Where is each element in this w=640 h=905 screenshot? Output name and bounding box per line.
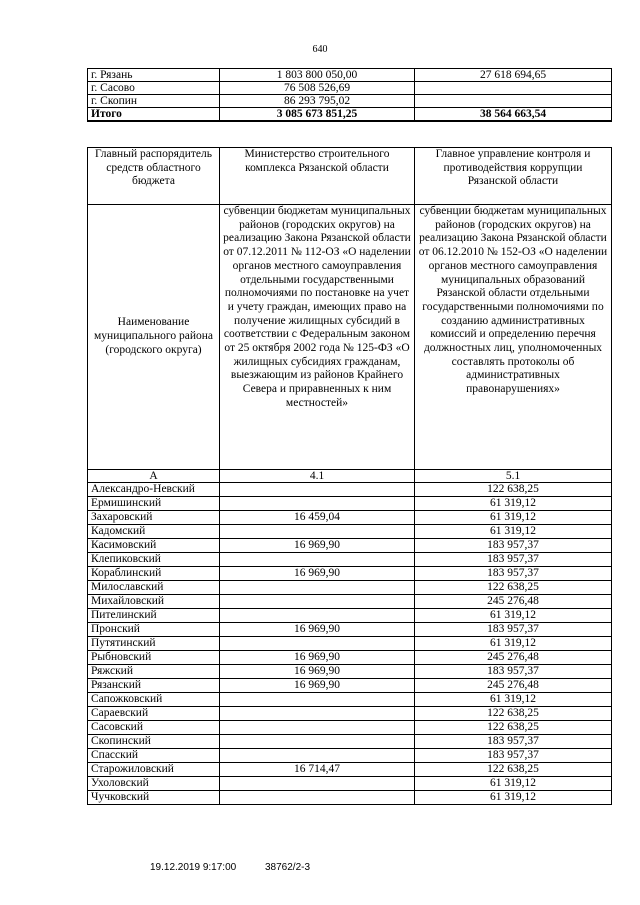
housing-subvention-value: 16 714,47 [220,763,415,777]
table-row [88,749,612,763]
housing-subvention-value [220,553,415,567]
index-cell: 4.1 [220,470,415,483]
table-row [88,707,612,721]
district-name: Скопинский [88,735,220,749]
table-row [88,483,612,497]
index-cell: А [88,470,220,483]
table-row [88,735,612,749]
header-budget-manager: Главный распорядитель средств областного бюджета [88,148,220,205]
header-housing-subvention: субвенции бюджетам муниципальных районов (городских округов) на реализацию Закона Рязанской области от 07.12.2011 № 112-ОЗ «О наделении органов местного самоуправления отдельными государственными полномочиями по постановке на учет и учету граждан, имеющих право на получение жилищных субсидий в соответствии с Федеральным законом от 25 октября 2002 года № 125-ФЗ «О жилищных субсидиях гражданам, выезжающим из районов Крайнего Севера и приравненных к ним местностей» [220,205,415,470]
header-control-department: Главное управление контроля и противодействия коррупции Рязанской области [415,148,612,205]
district-name: Рязанский [88,679,220,693]
district-name: Спасский [88,749,220,763]
amount-cell [415,82,612,95]
table-row [88,539,612,553]
district-name: Ермишинский [88,497,220,511]
amount-cell: 86 293 795,02 [220,95,415,108]
header-district-name: Наименование муниципального района (городского округа) [88,205,220,470]
table-row [88,511,612,525]
administrative-subvention-value: 61 319,12 [415,497,612,511]
district-name: Чучковский [88,791,220,805]
housing-subvention-value [220,707,415,721]
total-amount: 3 085 673 851,25 [220,108,415,122]
administrative-subvention-value: 245 276,48 [415,651,612,665]
administrative-subvention-value: 245 276,48 [415,595,612,609]
administrative-subvention-value: 61 319,12 [415,777,612,791]
table-row [88,721,612,735]
housing-subvention-value [220,637,415,651]
housing-subvention-value: 16 969,90 [220,623,415,637]
total-row [88,108,612,122]
administrative-subvention-value: 61 319,12 [415,511,612,525]
table-row [88,665,612,679]
table-row [88,763,612,777]
housing-subvention-value [220,483,415,497]
amount-cell: 1 803 800 050,00 [220,69,415,82]
administrative-subvention-value: 183 957,37 [415,553,612,567]
administrative-subvention-value: 122 638,25 [415,721,612,735]
housing-subvention-value [220,735,415,749]
subvention-table [87,147,612,805]
housing-subvention-value: 16 969,90 [220,665,415,679]
column-index-row [88,470,612,483]
administrative-subvention-value: 183 957,37 [415,749,612,763]
amount-cell: 76 508 526,69 [220,82,415,95]
administrative-subvention-value: 183 957,37 [415,665,612,679]
housing-subvention-value [220,749,415,763]
city-name: г. Сасово [88,82,220,95]
city-name: г. Рязань [88,69,220,82]
housing-subvention-value: 16 969,90 [220,539,415,553]
district-name: Старожиловский [88,763,220,777]
table-row [88,595,612,609]
district-name: Рыбновский [88,651,220,665]
summary-table [87,68,612,122]
district-name: Путятинский [88,637,220,651]
district-name: Ухоловский [88,777,220,791]
header-row-1 [88,148,612,205]
table-row [88,525,612,539]
district-name: Кораблинский [88,567,220,581]
housing-subvention-value: 16 969,90 [220,651,415,665]
district-name: Александро-Невский [88,483,220,497]
housing-subvention-value [220,609,415,623]
administrative-subvention-value: 61 319,12 [415,791,612,805]
table-row [88,693,612,707]
housing-subvention-value [220,525,415,539]
table-row [88,651,612,665]
table-row [88,95,612,108]
housing-subvention-value [220,721,415,735]
housing-subvention-value [220,777,415,791]
table-row [88,637,612,651]
district-name: Клепиковский [88,553,220,567]
footer-datetime: 19.12.2019 9:17:00 [150,862,237,873]
housing-subvention-value: 16 459,04 [220,511,415,525]
page-number: 640 [312,44,328,55]
amount-cell [415,95,612,108]
district-name: Милославский [88,581,220,595]
district-name: Сапожковский [88,693,220,707]
table-row [88,567,612,581]
total-amount: 38 564 663,54 [415,108,612,122]
header-ministry: Министерство строительного комплекса Рязанской области [220,148,415,205]
administrative-subvention-value: 61 319,12 [415,609,612,623]
district-name: Пителинский [88,609,220,623]
housing-subvention-value [220,791,415,805]
administrative-subvention-value: 122 638,25 [415,483,612,497]
footer [150,862,336,873]
administrative-subvention-value: 183 957,37 [415,735,612,749]
table-row [88,69,612,82]
table-row [88,791,612,805]
administrative-subvention-value: 183 957,37 [415,539,612,553]
district-name: Касимовский [88,539,220,553]
table-row [88,777,612,791]
administrative-subvention-value: 122 638,25 [415,581,612,595]
total-label: Итого [88,108,220,122]
table-row [88,497,612,511]
district-name: Захаровский [88,511,220,525]
administrative-subvention-value: 183 957,37 [415,623,612,637]
administrative-subvention-value: 122 638,25 [415,707,612,721]
table-row [88,679,612,693]
district-name: Пронский [88,623,220,637]
housing-subvention-value: 16 969,90 [220,679,415,693]
housing-subvention-value [220,595,415,609]
housing-subvention-value: 16 969,90 [220,567,415,581]
administrative-subvention-value: 245 276,48 [415,679,612,693]
index-cell: 5.1 [415,470,612,483]
table-row [88,82,612,95]
district-name: Сараевский [88,707,220,721]
district-name: Михайловский [88,595,220,609]
district-name: Кадомский [88,525,220,539]
header-administrative-subvention: субвенции бюджетам муниципальных районов (городских округов) на реализацию Закона Рязанской области от 06.12.2010 № 152-ОЗ «О наделении органов местного самоуправления муниципальных образований Рязанской области отдельными государственными полномочиями по созданию административных комиссий и определению перечня должностных лиц, уполномоченных составлять протоколы об административных правонарушениях» [415,205,612,470]
administrative-subvention-value: 183 957,37 [415,567,612,581]
footer-code: 38762/2-3 [264,862,311,873]
district-name: Ряжский [88,665,220,679]
housing-subvention-value [220,693,415,707]
housing-subvention-value [220,497,415,511]
table-row [88,581,612,595]
amount-cell: 27 618 694,65 [415,69,612,82]
administrative-subvention-value: 61 319,12 [415,693,612,707]
district-name: Сасовский [88,721,220,735]
administrative-subvention-value: 61 319,12 [415,525,612,539]
table-row [88,623,612,637]
table-row [88,553,612,567]
table-row [88,609,612,623]
administrative-subvention-value: 122 638,25 [415,763,612,777]
header-row-2 [88,205,612,470]
administrative-subvention-value: 61 319,12 [415,637,612,651]
city-name: г. Скопин [88,95,220,108]
housing-subvention-value [220,581,415,595]
